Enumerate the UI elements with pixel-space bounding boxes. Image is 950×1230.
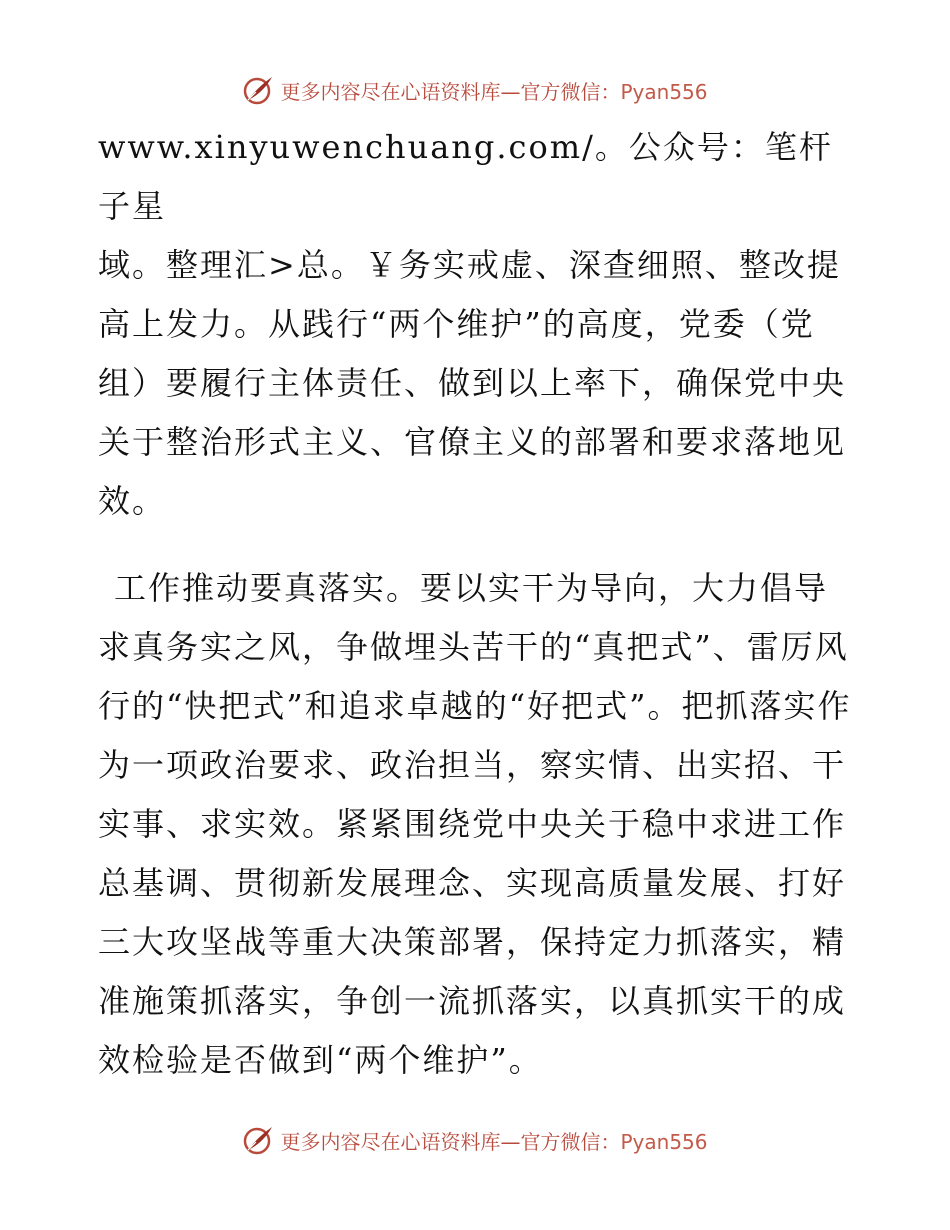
footer-wechat-handle: Pyan556 (620, 1129, 708, 1154)
header-banner-text: 更多内容尽在心语资料库—官方微信：Pyan556 (280, 79, 708, 104)
footer-banner (0, 1120, 950, 1160)
feather-pen-logo-icon (242, 1124, 274, 1156)
feather-pen-logo-icon (242, 74, 274, 106)
paragraph-1: www.xinyuwenchuang.com/。公众号：笔杆子星 域。整理汇>总。￥务实戒虚、深查细照、整改提高上发力。从践行“两个维护”的高度，党委（党组）要履行主体责任、做到以上率下，确保党中央关于整治形式主义、官僚主义的部署和要求落地见效。 (98, 128, 847, 520)
footer-banner-text: 更多内容尽在心语资料库—官方微信：Pyan556 (280, 1129, 708, 1154)
document-body (98, 118, 858, 1090)
header-wechat-handle: Pyan556 (620, 79, 708, 104)
paragraph-2: 工作推动要真落实。要以实干为导向，大力倡导求真务实之风，争做埋头苦干的“真把式”、雷厉风行的“快把式”和追求卓越的“好把式”。把抓落实作为一项政治要求、政治担当，察实情、出实招、干实事、求实效。紧紧围绕党中央关于稳中求进工作总基调、贯彻新发展理念、实现高质量发展、打好三大攻坚战等重大决策部署，保持定力抓落实，精准施策抓落实，争创一流抓落实，以真抓实干的成效检验是否做到“两个维护”。 (98, 569, 852, 1079)
header-banner (0, 70, 950, 110)
